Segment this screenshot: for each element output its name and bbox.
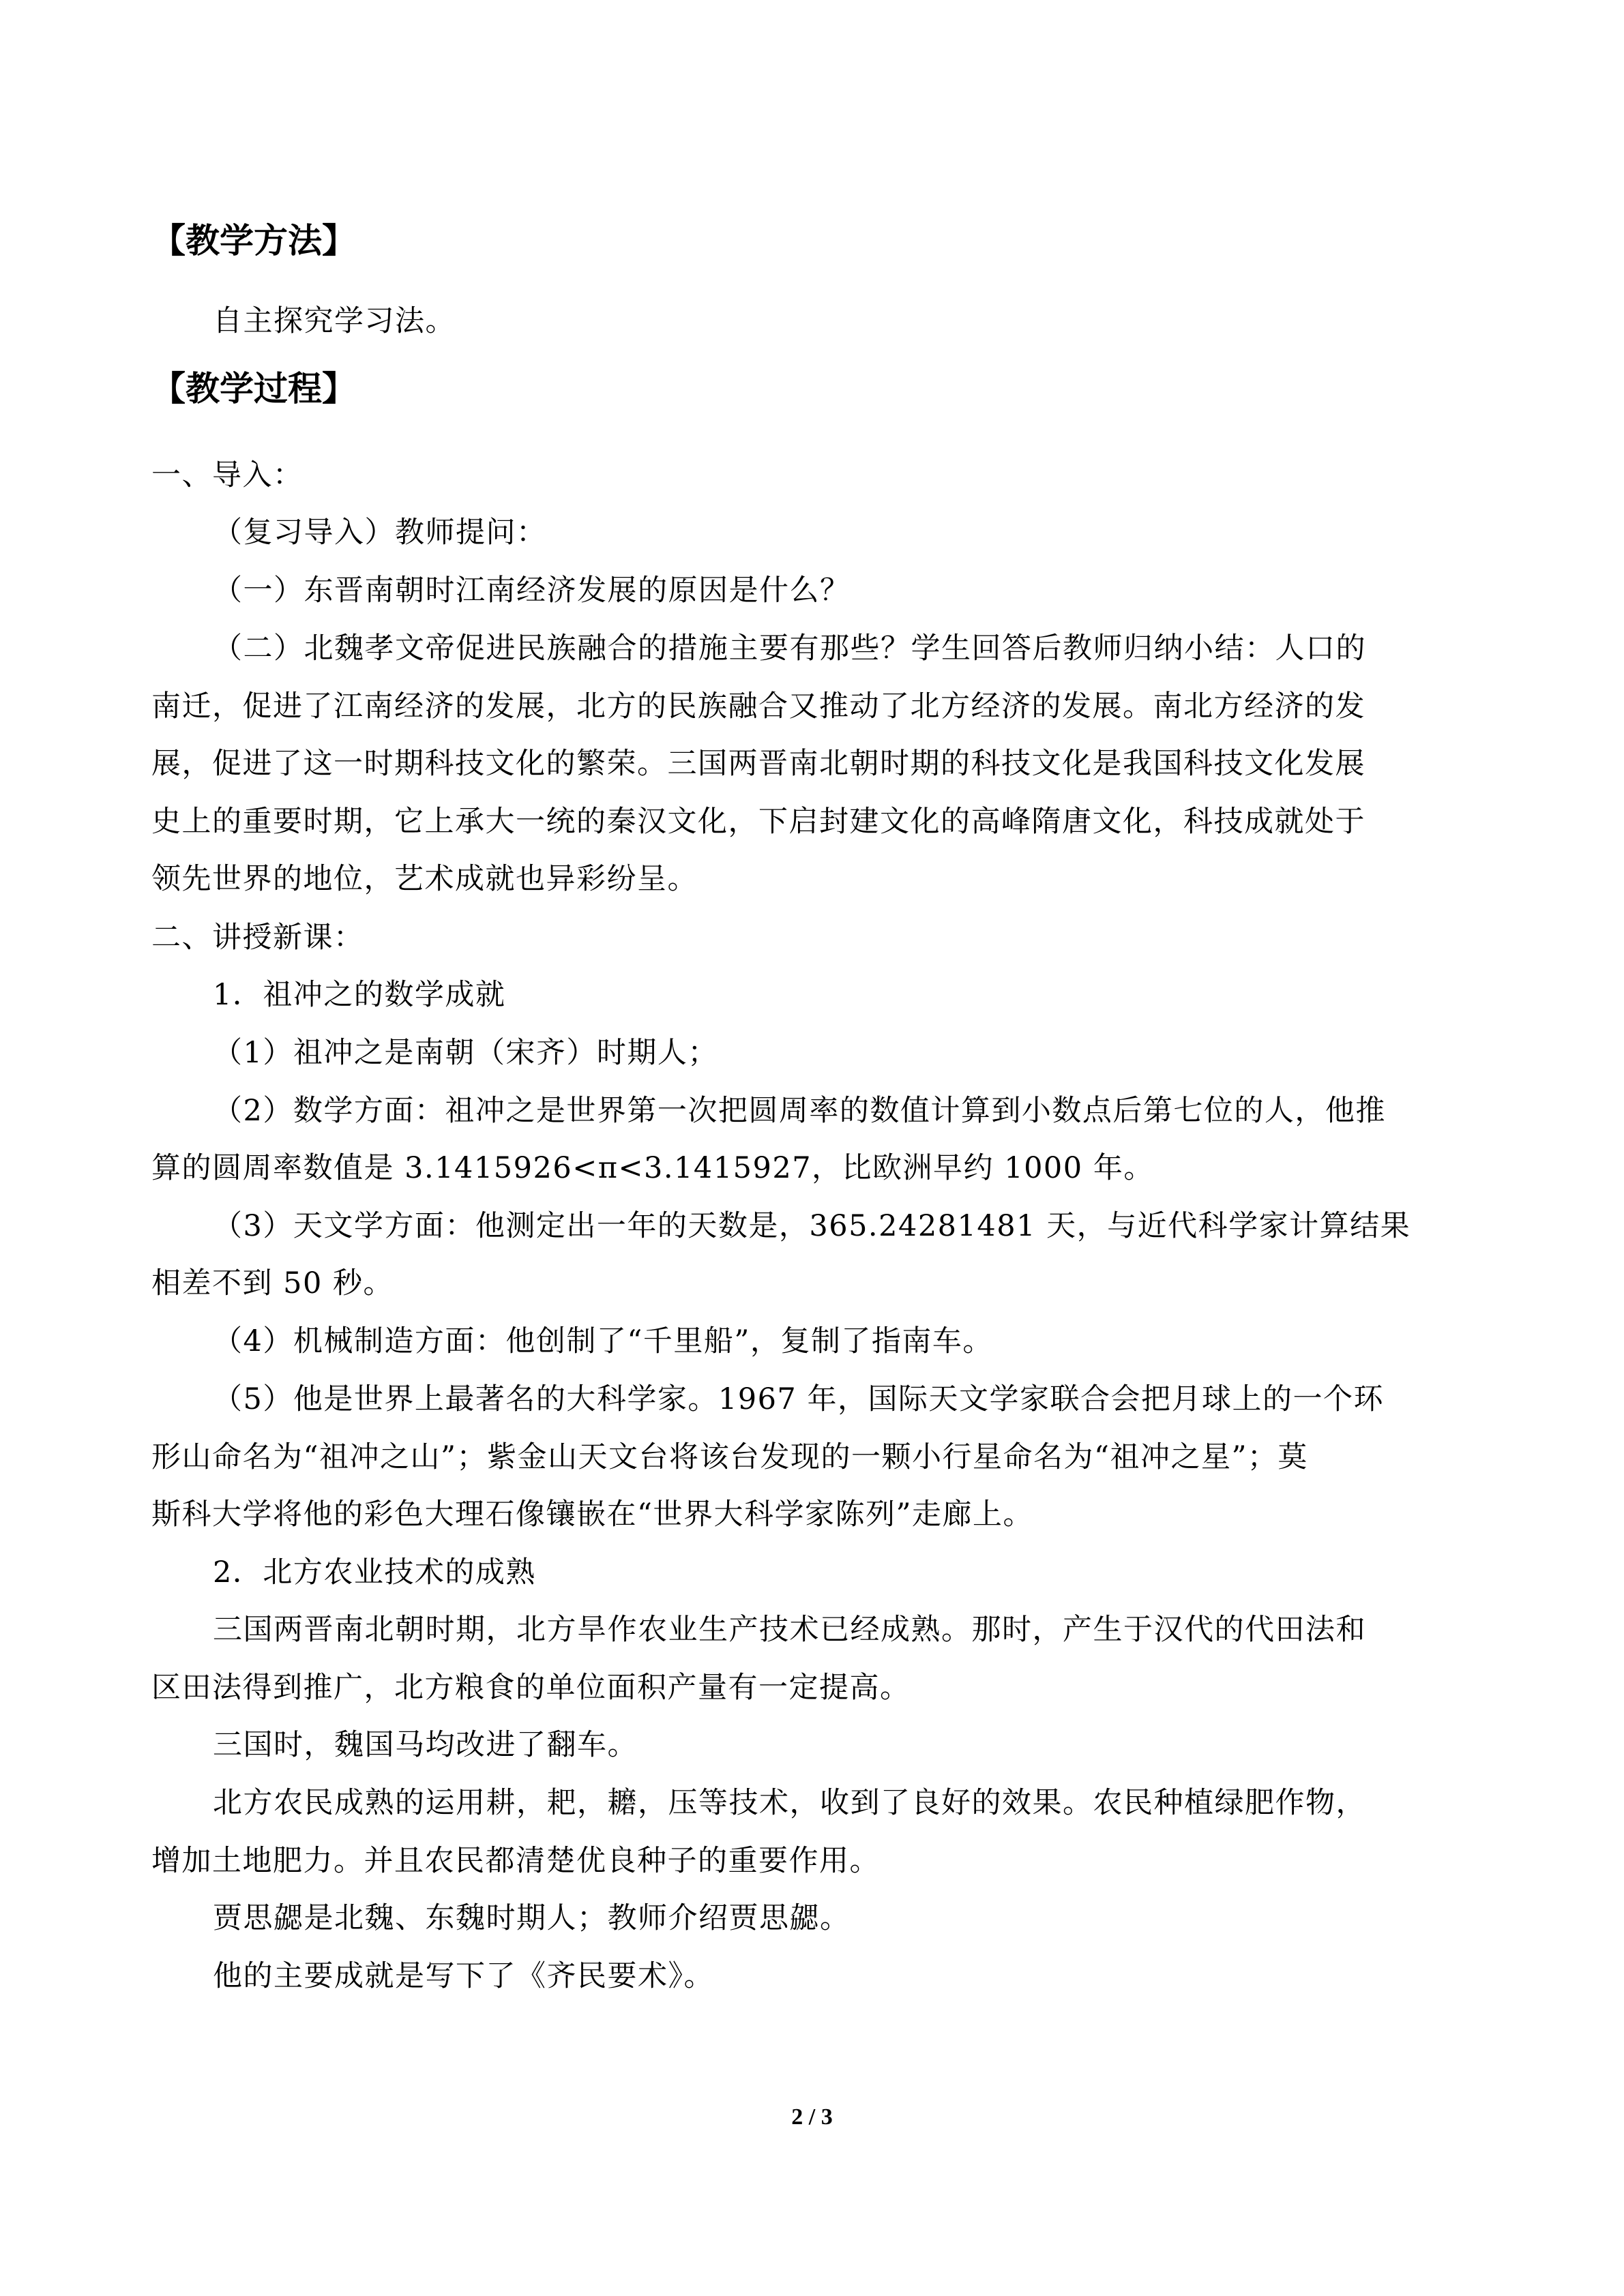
page-number: 2 / 3 — [791, 2104, 833, 2130]
intro-paragraph-line: 史上的重要时期，它上承大一统的秦汉文化，下启封建文化的高峰隋唐文化，科技成就处于 — [151, 805, 1365, 839]
intro-paragraph-line: （二）北魏孝文帝促进民族融合的措施主要有那些？学生回答后教师归纳小结：人口的 — [213, 631, 1366, 666]
part1-point-2-line: 算的圆周率数值是 3.1415926<π<3.1415927，比欧洲早约 1000 年。 — [151, 1151, 1154, 1185]
lesson-title: 二、讲授新课： — [151, 921, 364, 955]
intro-paragraph-line: 展，促进了这一时期科技文化的繁荣。三国两晋南北朝时期的科技文化是我国科技文化发展 — [151, 747, 1365, 781]
part2-paragraph-line: 三国两晋南北朝时期，北方旱作农业生产技术已经成熟。那时，产生于汉代的代田法和 — [213, 1613, 1366, 1647]
teaching-methods-text: 自主探究学习法。 — [213, 304, 456, 338]
intro-question-1: （一）东晋南朝时江南经济发展的原因是什么？ — [213, 573, 851, 608]
intro-paragraph-line: 领先世界的地位，艺术成就也异彩纷呈。 — [151, 862, 698, 896]
intro-title: 一、导入： — [151, 458, 304, 492]
part1-point-4: （4）机械制造方面：他创制了“千里船”，复制了指南车。 — [213, 1324, 993, 1358]
teaching-process-heading: 【教学过程】 — [151, 368, 356, 408]
intro-paragraph-line: 南迁，促进了江南经济的发展，北方的民族融合又推动了北方经济的发展。南北方经济的发 — [151, 689, 1365, 724]
part1-point-2-line: （2）数学方面：祖冲之是世界第一次把圆周率的数值计算到小数点后第七位的人，他推 — [213, 1094, 1386, 1128]
part1-point-5-line: 斯科大学将他的彩色大理石像镶嵌在“世界大科学家陈列”走廊上。 — [151, 1497, 1033, 1532]
intro-lead: （复习导入）教师提问： — [213, 516, 547, 550]
part2-paragraph-line: 区田法得到推广，北方粮食的单位面积产量有一定提高。 — [151, 1671, 911, 1705]
teaching-methods-heading: 【教学方法】 — [151, 220, 356, 260]
part1-point-1: （1）祖冲之是南朝（宋齐）时期人； — [213, 1036, 718, 1070]
part1-point-5-line: 形山命名为“祖冲之山”；紫金山天文台将该台发现的一颗小行星命名为“祖冲之星”；莫 — [151, 1440, 1308, 1474]
part1-point-5-line: （5）他是世界上最著名的大科学家。1967 年，国际天文学家联合会把月球上的一个环 — [213, 1382, 1384, 1416]
part2-paragraph-line: 增加土地肥力。并且农民都清楚优良种子的重要作用。 — [151, 1844, 880, 1878]
part2-paragraph: 三国时，魏国马均改进了翻车。 — [213, 1728, 638, 1762]
part2-title: 2．北方农业技术的成熟 — [213, 1555, 536, 1590]
part1-point-3-line: （3）天文学方面：他测定出一年的天数是，365.24281481 天，与近代科学家计算结果 — [213, 1209, 1411, 1243]
part1-title: 1．祖冲之的数学成就 — [213, 978, 506, 1012]
part2-paragraph: 贾思勰是北魏、东魏时期人；教师介绍贾思勰。 — [213, 1901, 851, 1935]
part2-paragraph: 他的主要成就是写下了《齐民要术》。 — [213, 1959, 714, 1993]
part2-paragraph-line: 北方农民成熟的运用耕，耙，耱，压等技术，收到了良好的效果。农民种植绿肥作物， — [213, 1786, 1366, 1820]
part1-point-3-line: 相差不到 50 秒。 — [151, 1266, 394, 1300]
